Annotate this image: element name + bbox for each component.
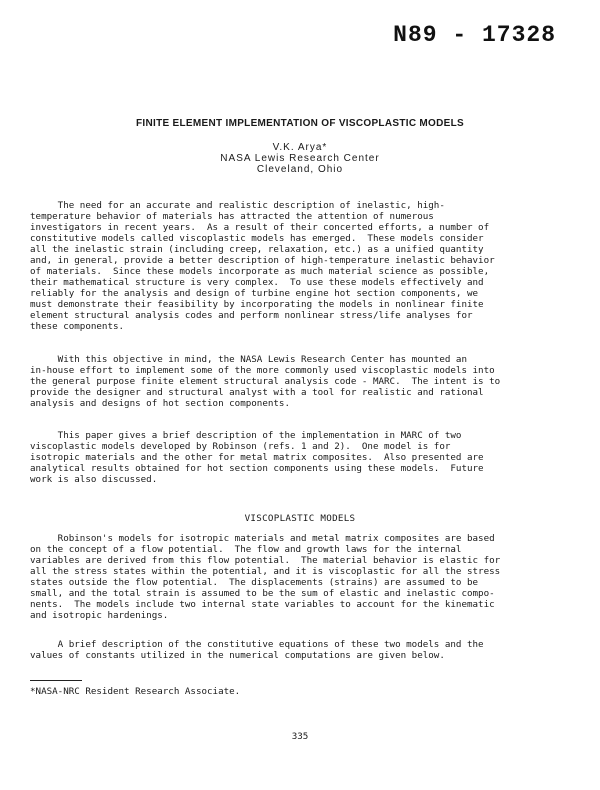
author-affiliation: NASA Lewis Research Center [220, 153, 380, 164]
page-number: 335 [291, 731, 309, 742]
body-paragraph-3: This paper gives a brief description of the implementation in MARC of two viscoplastic models developed by Robinson (refs. 1 and 2). One model is for isotropic materials and the other for metal matrix composites. Also presented are analytical results obtained for hot section components using these models. Future work is also discussed. [30, 430, 484, 485]
body-paragraph-1: The need for an accurate and realistic description of inelastic, high- temperature behavior of materials has attracted the attention of numerous investigators in recent years. As a result of their concerted efforts, a number of constitutive models called viscoplastic models has emerged. These models consider all the inelastic strain (including creep, relaxation, etc.) as a unified quantity and, in general, provide a better description of high-temperature inelastic behavior of materials. Since these models incorporate as much material science as possible, their mathematical structure is very complex. To use these models effectively and reliably for the analysis and design of turbine engine hot section components, we must demonstrate their feasibility by incorporating the models in nonlinear finite element structural analysis codes and perform nonlinear stress/life analyses for these components. [30, 200, 495, 332]
document-number: N89 - 17328 [393, 22, 556, 48]
byline [0, 142, 600, 175]
author-location: Cleveland, Ohio [256, 164, 344, 175]
body-paragraph-2: With this objective in mind, the NASA Lewis Research Center has mounted an in-house effort to implement some of the more commonly used viscoplastic models into the general purpose finite element structural analysis code - MARC. The intent is to provide the designer and structural analyst with a tool for realistic and rational analysis and designs of hot section components. [30, 354, 501, 409]
footnote-divider [30, 680, 82, 681]
section-paragraph-1: Robinson's models for isotropic materials and metal matrix composites are based on the concept of a flow potential. The flow and growth laws for the internal variables are derived from this flow potential. The material behavior is elastic for all the stress states within the potential, and it is viscoplastic for all the stress states outside the flow potential. The displacements (strains) are assumed to be small, and the total strain is assumed to be the sum of elastic and inelastic compo- nents. The models include two internal state variables to account for the kinematic and isotropic hardenings. [30, 533, 501, 621]
author-name: V.K. Arya* [272, 142, 328, 153]
paper-title: FINITE ELEMENT IMPLEMENTATION OF VISCOPLASTIC MODELS [135, 118, 464, 129]
section-paragraph-2: A brief description of the constitutive equations of these two models and the values of constants utilized in the numerical computations are given below. [30, 639, 484, 661]
section-heading: VISCOPLASTIC MODELS [244, 513, 356, 524]
footnote: *NASA-NRC Resident Research Associate. [30, 686, 241, 697]
